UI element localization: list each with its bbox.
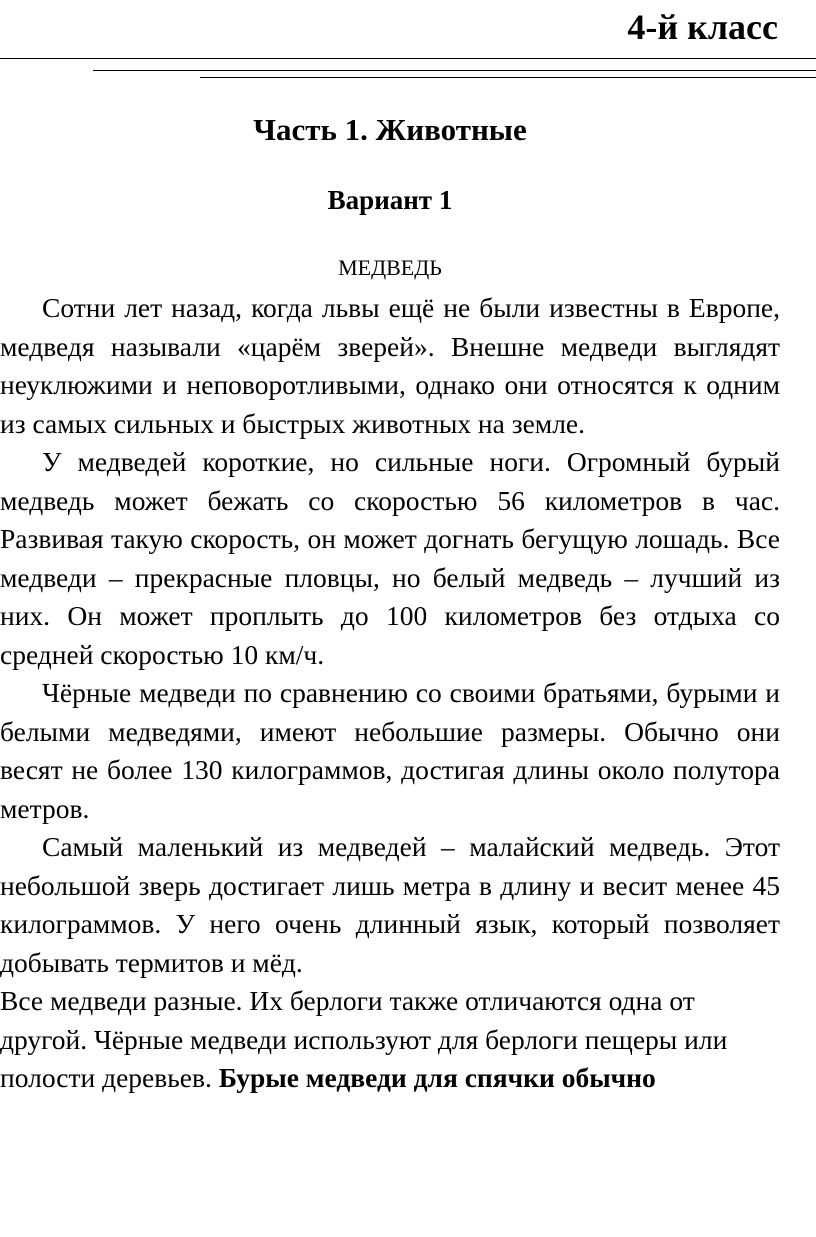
header-rule-middle [93,70,816,71]
story-body [0,289,780,1098]
paragraph-3: Чёрные медведи по сравнению со своими братьями, бурыми и белыми медведями, имеют небольшие размеры. Обычно они весят не более 130 килограммов, достигая длины около полутора метров. [0,677,780,824]
paragraph-5 [0,982,780,1098]
paragraph-1: Сотни лет назад, когда львы ещё не были известны в Европе, медведя называли «царём зверей». Внешне медведи выглядят неуклюжими и неповоротливыми, однако они относятся к одним из самых сильных и быстрых животных на земле. [0,292,780,439]
paragraph-5-plain: Все медведи разные. Их берлоги также отличаются одна от другой. Чёрные медведи используют для берлоги пещеры или полости деревьев. [0,985,728,1093]
paragraph-4: Самый маленький из медведей – малайский медведь. Этот небольшой зверь достигает лишь метра в длину и весит менее 45 килограммов. У него очень длинный язык, который позволяет добывать термитов и мёд. [0,831,780,978]
paragraph-2: У медведей короткие, но сильные ноги. Огромный бурый медведь может бежать со скоростью 56 километров в час. Развивая такую скорость, он может догнать бегущую лошадь. Все медведи – прекрасные пловцы, но белый медведь – лучший из них. Он может проплыть до 100 километров без отдыха со средней скоростью 10 км/ч. [0,446,780,670]
story-title: МЕДВЕДЬ [338,255,442,280]
header-rule-bottom [200,77,816,78]
part-title: Часть 1. Животные [253,112,527,147]
grade-header: 4-й класс [627,7,778,47]
paragraph-5-bold: Бурые медведи для спячки обычно [218,1062,656,1093]
variant-title: Вариант 1 [327,185,453,215]
header-rule-top [0,58,816,59]
